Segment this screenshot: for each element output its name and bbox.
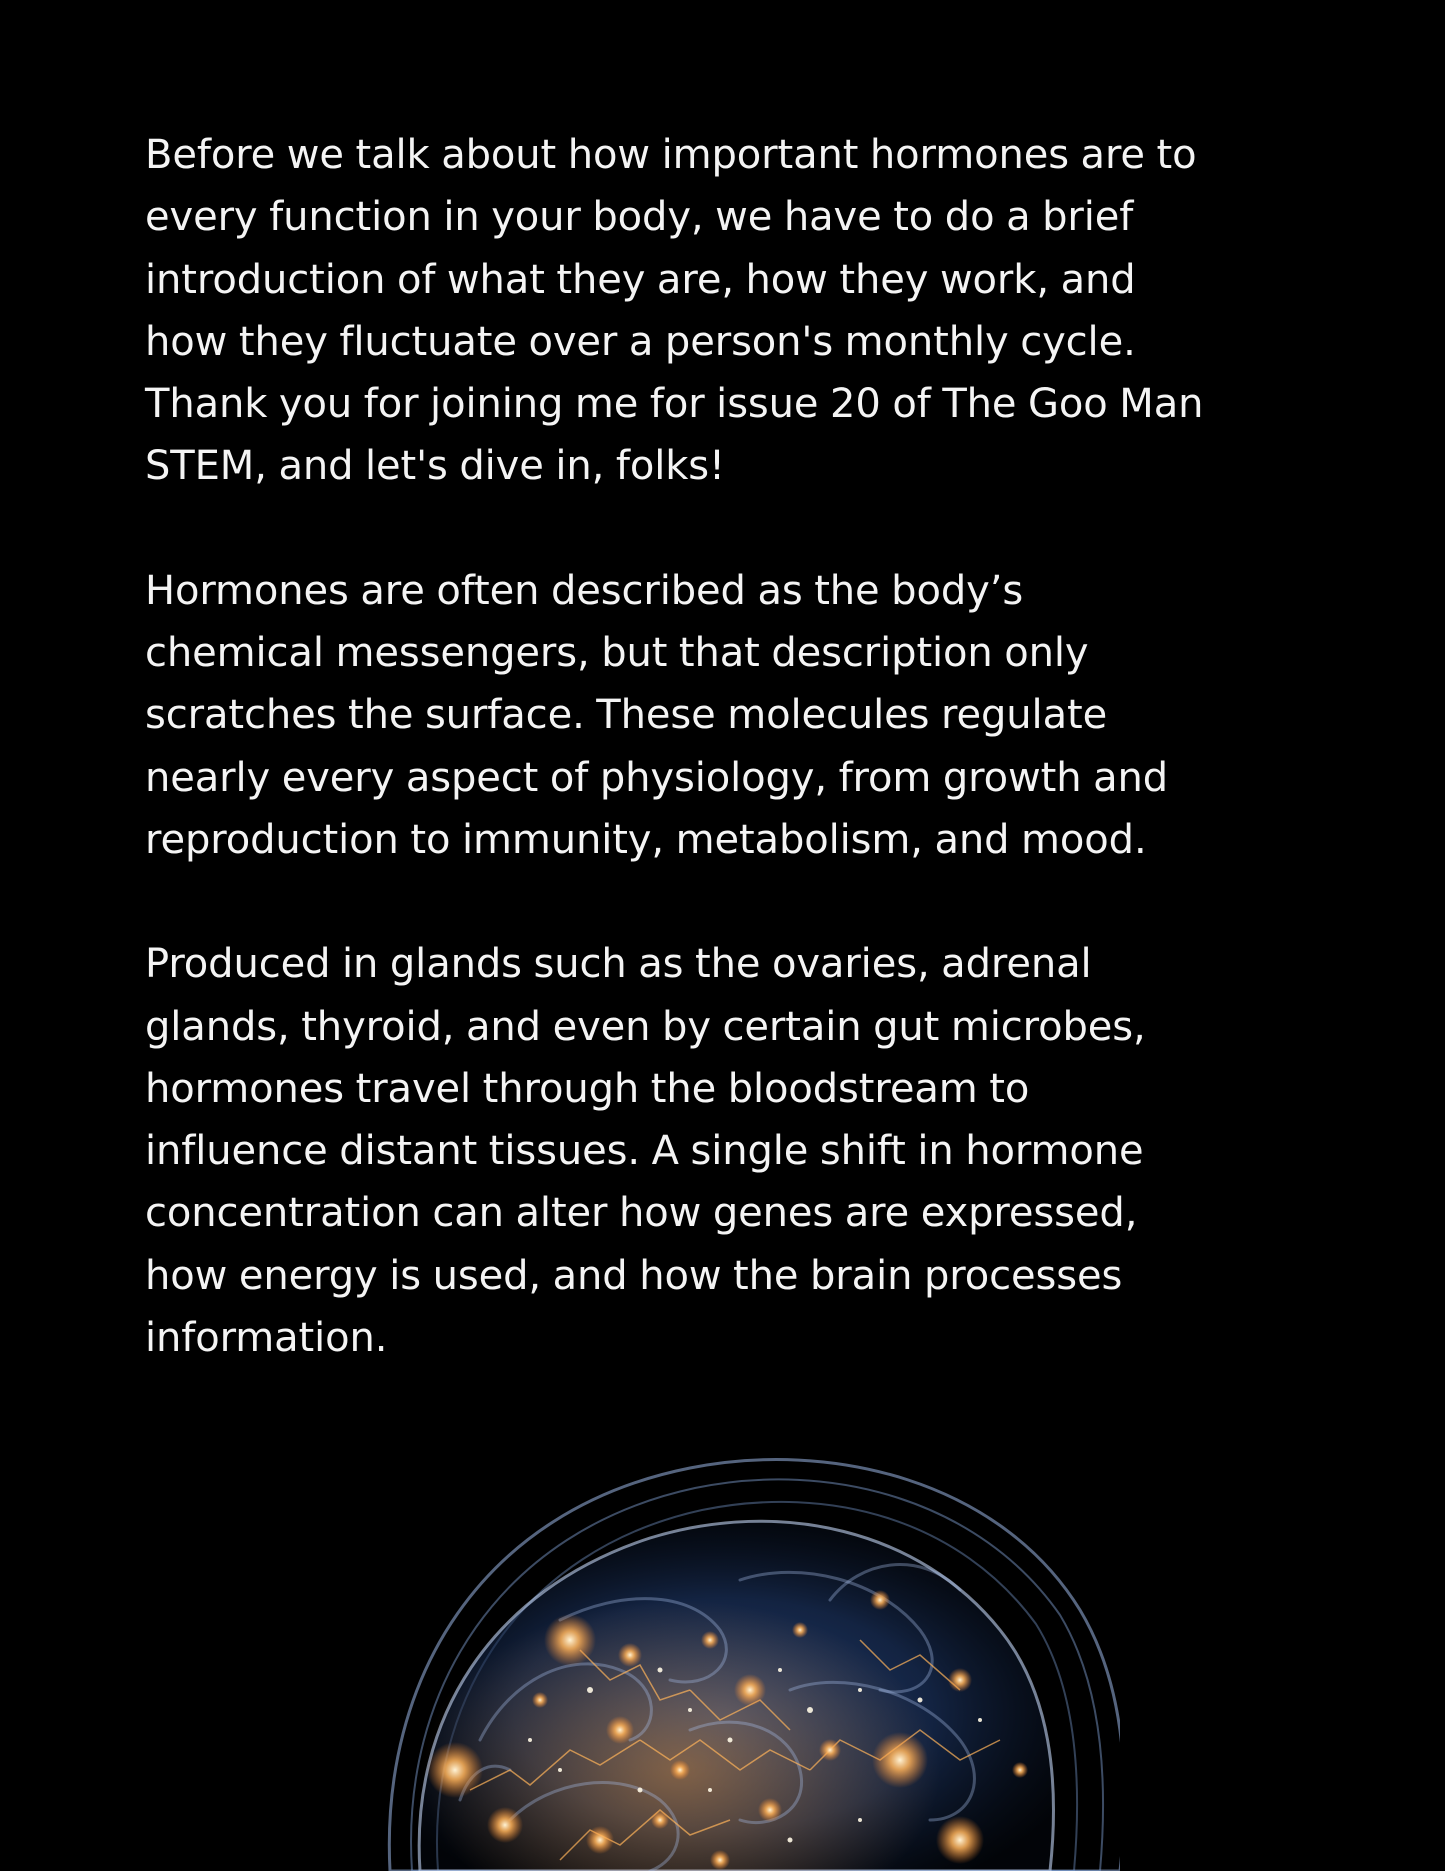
paragraph-hormones-definition: Hormones are often described as the body’s chemical messengers, but that description only scratches the surface. These molecules regulate nearly every aspect of physiology, from growth and reproduction to immunity, metabolism, and mood.: [145, 567, 1169, 863]
brain-illustration: [360, 1440, 1120, 1871]
paragraph-intro: Before we talk about how important hormones are to every function in your body, we have to do a brief introduction of what they are, how they work, and how they fluctuate over a person's monthly cycle. Thank you for joining me for issue 20 of The Goo Man STEM, and let's dive in, folks!: [145, 132, 1204, 490]
paragraph-hormone-production: Produced in glands such as the ovaries, adrenal glands, thyroid, and even by certain gut microbes, hormones travel through the bloodstream to influence distant tissues. A single shift in hormone concentration can alter how genes are expressed, how energy is used, and how the brain processes information.: [145, 941, 1146, 1362]
glowing-brain-icon: [360, 1440, 1120, 1871]
article-body: [145, 124, 1325, 1431]
